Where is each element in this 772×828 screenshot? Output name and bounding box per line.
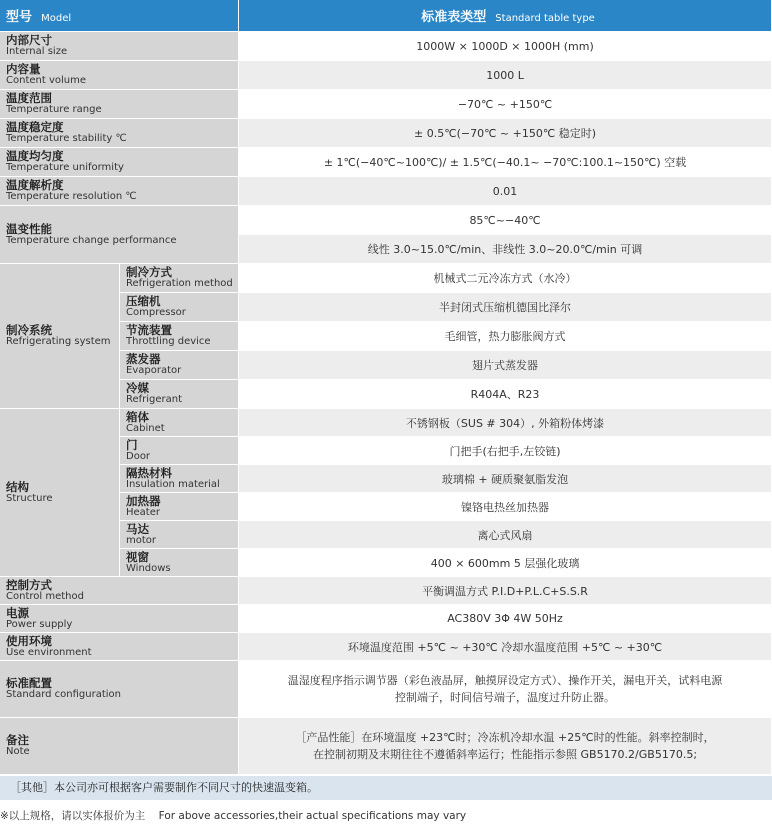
label-en: Heater: [126, 506, 160, 518]
row-value: 机械式二元冷冻方式（水冷）: [239, 264, 772, 293]
row-label: [0, 90, 239, 119]
label-zh: 内容量: [6, 62, 41, 76]
label-zh: 使用环境: [6, 633, 52, 648]
row-value: 镍铬电热丝加热器: [239, 493, 772, 521]
label-zh: 控制方式: [6, 577, 52, 592]
row-use-environment: [0, 633, 772, 661]
row-label: [0, 119, 239, 148]
label-en: Evaporator: [126, 365, 182, 376]
value-line: 在控制初期及末期往往不遵循斜率运行；性能指示参照 GB5170.2/GB5170.5;: [313, 748, 698, 761]
row-temperature-range: [0, 90, 772, 119]
sub-label: [120, 521, 239, 549]
label-zh: 加热器: [126, 493, 161, 508]
row-value: 不锈钢板（SUS # 304）, 外箱粉体烤漆: [239, 409, 772, 437]
label-zh: 马达: [126, 521, 149, 536]
row-value: 400 × 600mm 5 层强化玻璃: [239, 549, 772, 577]
row-label: [0, 718, 239, 775]
row-cabinet: [0, 409, 772, 437]
label-zh: 温度解析度: [6, 178, 64, 192]
label-en: Standard configuration: [6, 689, 122, 700]
type-header-cell: [239, 0, 772, 32]
group-label-refrigerating-system: [0, 264, 120, 409]
row-value: 1000 L: [239, 61, 772, 90]
row-value: 平衡调温方式 P.I.D+P.L.C+S.S.R: [239, 577, 772, 605]
label-zh: 温度范围: [6, 91, 52, 105]
row-value: AC380V 3Φ 4W 50Hz: [239, 605, 772, 633]
row-note: [0, 718, 772, 775]
label-en: Windows: [126, 562, 171, 574]
row-label: [0, 577, 239, 605]
label-zh: 温变性能: [6, 221, 52, 236]
sub-label: [120, 351, 239, 380]
other-note-bar: [0, 776, 772, 800]
row-refrigeration-method: [0, 264, 772, 293]
row-label: [0, 661, 239, 718]
label-en: Power supply: [6, 618, 73, 630]
label-zh: 门: [126, 437, 138, 452]
label-zh: 电源: [6, 605, 29, 620]
label-en: Note: [6, 746, 30, 757]
row-value: −70℃ ~ +150℃: [239, 90, 772, 119]
row-value: 85℃~−40℃: [239, 206, 772, 235]
sub-label: [120, 465, 239, 493]
row-value: 0.01: [239, 177, 772, 206]
sub-label: [120, 437, 239, 465]
sub-label: [120, 549, 239, 577]
row-temperature-change: [0, 206, 772, 235]
label-zh: 隔热材料: [126, 465, 172, 480]
sub-label: [120, 409, 239, 437]
label-en: Refrigerating system: [6, 336, 111, 347]
row-label: [0, 61, 239, 90]
footnote: [0, 808, 466, 823]
label-en: motor: [126, 534, 157, 546]
sub-label: [120, 264, 239, 293]
group-label-structure: [0, 409, 120, 577]
sub-label: [120, 380, 239, 409]
model-header-zh: 型号: [6, 10, 33, 25]
label-zh: 温度稳定度: [6, 120, 64, 134]
label-en: Throttling device: [126, 336, 211, 347]
row-value: 半封闭式压缩机德国比泽尔: [239, 293, 772, 322]
label-zh: 备注: [6, 733, 29, 747]
label-zh: 内部尺寸: [6, 33, 52, 47]
sub-label: [120, 493, 239, 521]
label-en: Content volume: [6, 75, 86, 86]
other-note-text: ［其他］本公司亦可根据客户需要制作不同尺寸的快速温变箱。: [10, 781, 318, 794]
label-en: Insulation material: [126, 478, 220, 490]
label-zh: 视窗: [126, 549, 149, 564]
label-zh: 蒸发器: [126, 352, 161, 366]
row-control-method: [0, 577, 772, 605]
label-en: Use environment: [6, 646, 92, 658]
row-label: [0, 148, 239, 177]
row-label: [0, 605, 239, 633]
model-header-en: Model: [41, 13, 72, 24]
row-value: R404A、R23: [239, 380, 772, 409]
label-en: Cabinet: [126, 422, 165, 434]
label-en: Structure: [6, 492, 53, 504]
row-standard-configuration: [0, 661, 772, 718]
footnote-en: For above accessories,their actual specifications may vary: [158, 810, 467, 822]
label-en: Temperature stability ℃: [6, 133, 127, 144]
sub-label: [120, 322, 239, 351]
model-header-cell: [0, 0, 239, 32]
row-label: [0, 32, 239, 61]
row-content-volume: [0, 61, 772, 90]
label-en: Internal size: [6, 46, 68, 57]
row-label: [0, 633, 239, 661]
value-line: 控制端子，时间信号端子，温度过升防止器。: [395, 691, 616, 704]
label-en: Door: [126, 450, 151, 462]
row-value: 1000W × 1000D × 1000H (mm): [239, 32, 772, 61]
row-value: 玻璃棉 + 硬质聚氨脂发泡: [239, 465, 772, 493]
label-en: Refrigerant: [126, 394, 183, 405]
type-header-en: Standard table type: [495, 13, 595, 24]
label-en: Control method: [6, 590, 84, 602]
row-value: 线性 3.0~15.0℃/min、非线性 3.0~20.0℃/min 可调: [239, 235, 772, 264]
row-value: [239, 718, 772, 775]
row-power-supply: [0, 605, 772, 633]
row-label: [0, 206, 239, 264]
row-value: 离心式风扇: [239, 521, 772, 549]
label-zh: 结构: [6, 479, 29, 494]
footnote-zh: ※以上规格，请以实体报价为主: [0, 810, 146, 822]
row-value: ± 1℃(−40℃~100℃)/ ± 1.5℃(−40.1~ −70℃:100.1~150℃) 空载: [239, 148, 772, 177]
label-zh: 箱体: [126, 409, 149, 424]
row-value: ± 0.5℃(−70℃ ~ +150℃ 稳定时): [239, 119, 772, 148]
type-header-zh: 标准表类型: [421, 10, 487, 25]
label-zh: 标准配置: [6, 676, 52, 690]
label-zh: 节流装置: [126, 323, 172, 337]
sub-label: [120, 293, 239, 322]
row-value: [239, 661, 772, 718]
value-line: ［产品性能］在环境温度 +23℃时；冷冻机冷却水温 +25℃时的性能。斜率控制时，: [295, 731, 715, 744]
row-temperature-stability: [0, 119, 772, 148]
row-value: 翅片式蒸发器: [239, 351, 772, 380]
label-zh: 压缩机: [126, 294, 161, 308]
row-value: 环境温度范围 +5℃ ~ +30℃ 冷却水温度范围 +5℃ ~ +30℃: [239, 633, 772, 661]
row-value: 毛细管，热力膨胀阀方式: [239, 322, 772, 351]
table-header: [0, 0, 772, 32]
label-en: Temperature range: [6, 104, 102, 115]
label-en: Compressor: [126, 307, 186, 318]
label-en: Refrigeration method: [126, 278, 233, 289]
label-zh: 温度均匀度: [6, 149, 64, 163]
label-zh: 制冷方式: [126, 265, 172, 279]
row-temperature-uniformity: [0, 148, 772, 177]
row-label: [0, 177, 239, 206]
label-en: Temperature change performance: [6, 234, 177, 246]
row-value: 门把手(右把手,左铰链): [239, 437, 772, 465]
row-temperature-resolution: [0, 177, 772, 206]
row-internal-size: [0, 32, 772, 61]
value-line: 温湿度程序指示调节器（彩色液晶屏，触摸屏设定方式）、操作开关，漏电开关，试料电源: [287, 674, 723, 687]
label-zh: 制冷系统: [6, 323, 52, 337]
label-en: Temperature uniformity: [6, 162, 124, 173]
label-en: Temperature resolution ℃: [6, 191, 137, 202]
label-zh: 冷媒: [126, 381, 149, 395]
